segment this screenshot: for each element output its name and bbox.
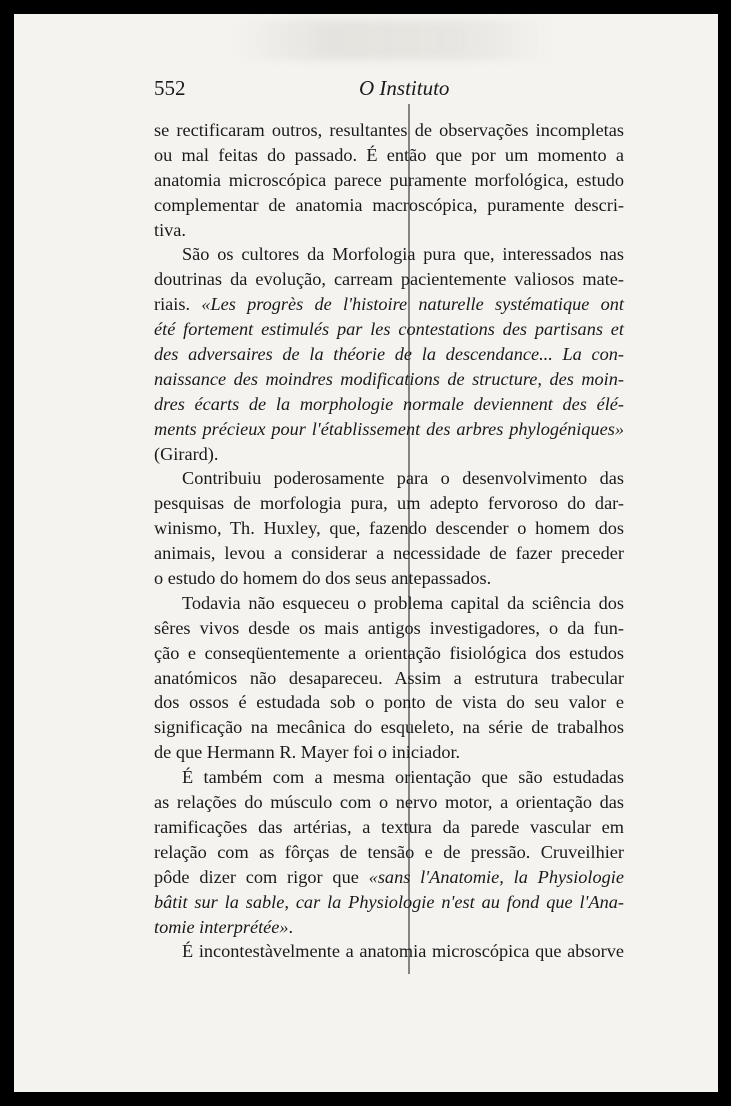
text-line: sêres vivos desde os mais antigos investigadores, o da fun- <box>154 617 624 638</box>
page-number: 552 <box>154 76 186 100</box>
text-line: É incontestàvelmente a anatomia microscópica que absorve <box>182 941 624 962</box>
quotation-line: été fortement estimulés par les contestations des partisans et <box>154 319 624 340</box>
text-line: tomie interprétée». <box>154 916 294 937</box>
running-title: O Instituto <box>359 76 450 100</box>
text-line: pôde dizer com rigor que «sans l'Anatomie, la Physiologie <box>154 866 624 887</box>
quotation-line: ments précieux pour l'établissement des arbres phylogéniques» <box>154 418 624 439</box>
text-line: de que Hermann R. Mayer foi o iniciador. <box>154 742 461 763</box>
text-line: anatómicos não desapareceu. Assim a estrutura trabecular <box>154 667 624 688</box>
text-line: Contribuiu poderosamente para o desenvolvimento das <box>182 468 624 489</box>
text-line: (Girard). <box>154 443 219 464</box>
text-line: pesquisas de morfologia pura, um adepto fervoroso do dar- <box>154 493 624 514</box>
text-line: tiva. <box>154 219 186 240</box>
quotation-line: naissance des moindres modifications de structure, des moin- <box>154 368 624 389</box>
page-header <box>154 76 614 106</box>
text-line: ou mal feitas do passado. É então que por um momento a <box>154 144 624 165</box>
quotation-line: des adversaires de la théorie de la descendance... La con- <box>154 344 624 365</box>
text-line: Todavia não esqueceu o problema capital da sciência dos <box>182 592 624 613</box>
text-line: anatomia microscópica parece puramente morfológica, estudo <box>154 169 624 190</box>
ink-bleed-through <box>234 20 554 60</box>
text-line: as relações do músculo com o nervo motor, a orientação das <box>154 792 624 813</box>
text-line: relação com as fôrças de tensão e de pressão. Cruveilhier <box>154 841 624 862</box>
text-line: significação na mecânica do esqueleto, na série de trabalhos <box>154 717 624 738</box>
text-line: winismo, Th. Huxley, que, fazendo descender o homem dos <box>154 518 624 539</box>
book-page <box>14 14 718 1092</box>
text-line: doutrinas da evolução, carream pacientemente valiosos mate- <box>154 269 624 290</box>
text-line: dos ossos é estudada sob o ponto de vista do seu valor e <box>154 692 624 713</box>
text-line: riais. «Les progrès de l'histoire naturelle systématique ont <box>154 294 625 315</box>
text-line: ramificações das artérias, a textura da parede vascular em <box>154 816 624 837</box>
text-line: animais, levou a considerar a necessidade de fazer preceder <box>154 543 624 564</box>
text-line: ção e conseqüentemente a orientação fisiológica dos estudos <box>154 642 624 663</box>
quotation-italic: «Les progrès de l'histoire naturelle systématique ont <box>201 294 625 315</box>
text-line: o estudo do homem do dos seus antepassados. <box>154 568 492 589</box>
quotation-line: dres écarts de la morphologie normale deviennent des élé- <box>154 393 624 414</box>
quotation-italic: tomie interprétée» <box>154 916 289 937</box>
text-line: É também com a mesma orientação que são estudadas <box>182 767 624 788</box>
quotation-italic: «sans l'Anatomie, la Physiologie <box>368 866 624 887</box>
text-line: complementar de anatomia macroscópica, puramente descri- <box>154 194 624 215</box>
body-text <box>154 118 624 964</box>
quotation-line: bâtit sur la sable, car la Physiologie n'est au fond que l'Ana- <box>154 891 624 912</box>
text-line: São os cultores da Morfologia pura que, interessados nas <box>182 244 624 265</box>
text-line: se rectificaram outros, resultantes de observações incompletas <box>154 120 624 140</box>
